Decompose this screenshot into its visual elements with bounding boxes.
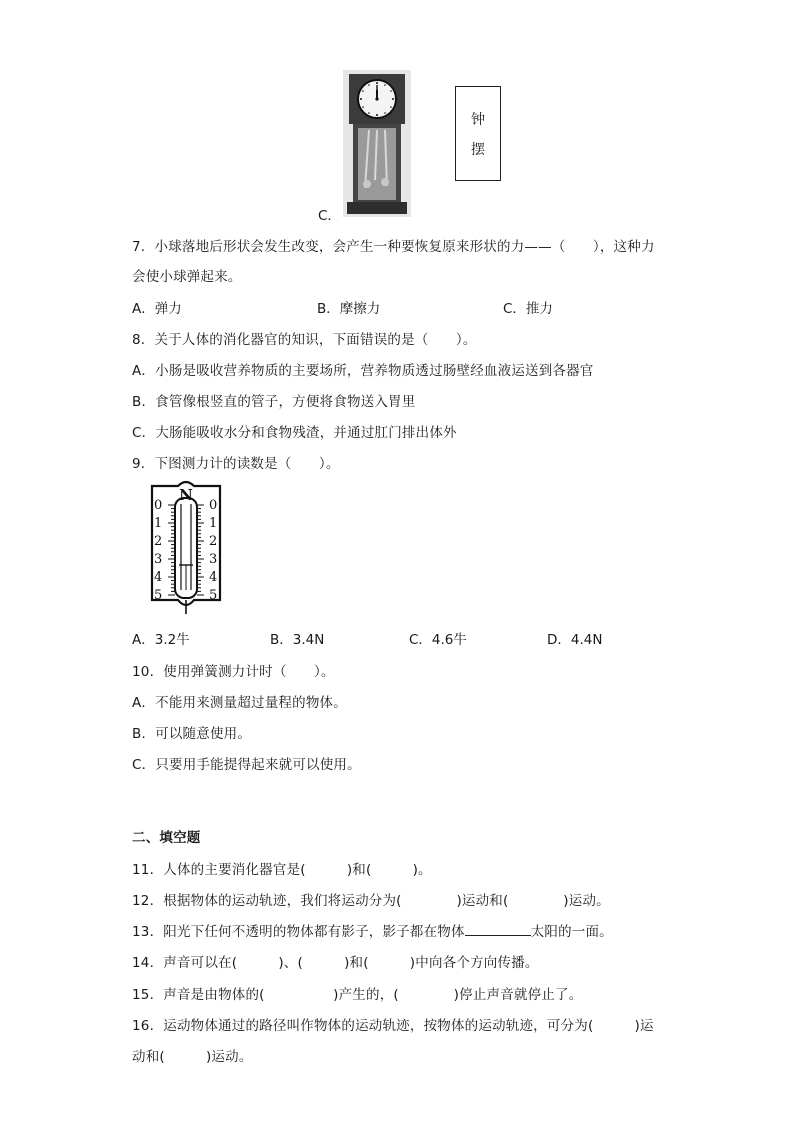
gauge-left-tick-5: 5 (154, 588, 163, 603)
q7-option-c: C．推力 (503, 301, 553, 317)
q12: 12．根据物体的运动轨迹，我们将运动分为( )运动和( )运动。 (132, 893, 610, 909)
q15: 15．声音是由物体的( )产生的，( )停止声音就停止了。 (132, 987, 583, 1003)
q6-option-c-label: C． (318, 208, 341, 224)
gauge-right-tick-5: 5 (209, 588, 218, 603)
q11: 11．人体的主要消化器官是( )和( )。 (132, 862, 432, 878)
q16-line2: 动和( )运动。 (132, 1049, 253, 1065)
grandfather-clock-image (343, 70, 411, 217)
label-zhong: 钟 (471, 112, 485, 128)
gauge-left-tick-1: 1 (154, 516, 163, 531)
clock-pendulum-label-box (455, 86, 501, 181)
gauge-unit-label: N (179, 486, 193, 504)
q9-option-d: D．4.4N (547, 632, 603, 648)
q9-option-a: A．3.2牛 (132, 632, 190, 648)
gauge-right-tick-3: 3 (209, 552, 218, 567)
q8-option-b: B．食管像根竖直的管子，方便将食物送入胃里 (132, 394, 416, 410)
q7-option-a: A．弹力 (132, 301, 182, 317)
q8-option-a: A．小肠是吸收营养物质的主要场所，营养物质透过肠壁经血液运送到各器官 (132, 363, 594, 379)
q10-option-c: C．只要用手能提得起来就可以使用。 (132, 757, 361, 773)
q7-stem-line2: 会使小球弹起来。 (132, 269, 242, 285)
q9-option-b: B．3.4N (270, 632, 325, 648)
q13-post: 太阳的一面。 (530, 924, 613, 940)
gauge-right-tick-4: 4 (209, 570, 218, 585)
q7-stem-line1: 7．小球落地后形状会发生改变，会产生一种要恢复原来形状的力——（ ），这种力 (132, 239, 655, 255)
q16-line1: 16．运动物体通过的路径叫作物体的运动轨迹，按物体的运动轨迹，可分为( )运 (132, 1018, 654, 1034)
q9-stem: 9．下图测力计的读数是（ ）。 (132, 456, 340, 472)
gauge-left-tick-4: 4 (154, 570, 163, 585)
q10-option-b: B．可以随意使用。 (132, 726, 252, 742)
q8-stem: 8．关于人体的消化器官的知识，下面错误的是（ ）。 (132, 332, 477, 348)
q14: 14．声音可以在( )、( )和( )中向各个方向传播。 (132, 955, 539, 971)
section-fill-in-title: 二、填空题 (132, 830, 201, 846)
q9-option-c: C．4.6牛 (409, 632, 467, 648)
gauge-left-tick-2: 2 (154, 534, 163, 549)
q13 (132, 920, 613, 940)
q10-option-a: A．不能用来测量超过量程的物体。 (132, 695, 347, 711)
q7-option-b: B．摩擦力 (317, 301, 381, 317)
q13-blank (465, 922, 531, 936)
label-bai: 摆 (471, 142, 485, 158)
q13-pre: 13．阳光下任何不透明的物体都有影子，影子都在物体 (132, 924, 465, 940)
q10-stem: 10．使用弹簧测力计时（ ）。 (132, 664, 335, 680)
q8-option-c: C．大肠能吸收水分和食物残渣，并通过肛门排出体外 (132, 425, 457, 441)
gauge-left-tick-3: 3 (154, 552, 163, 567)
spring-scale-image (146, 478, 226, 616)
gauge-left-tick-0: 0 (154, 498, 163, 513)
gauge-right-tick-0: 0 (209, 498, 218, 513)
gauge-right-tick-1: 1 (209, 516, 218, 531)
gauge-right-tick-2: 2 (209, 534, 218, 549)
